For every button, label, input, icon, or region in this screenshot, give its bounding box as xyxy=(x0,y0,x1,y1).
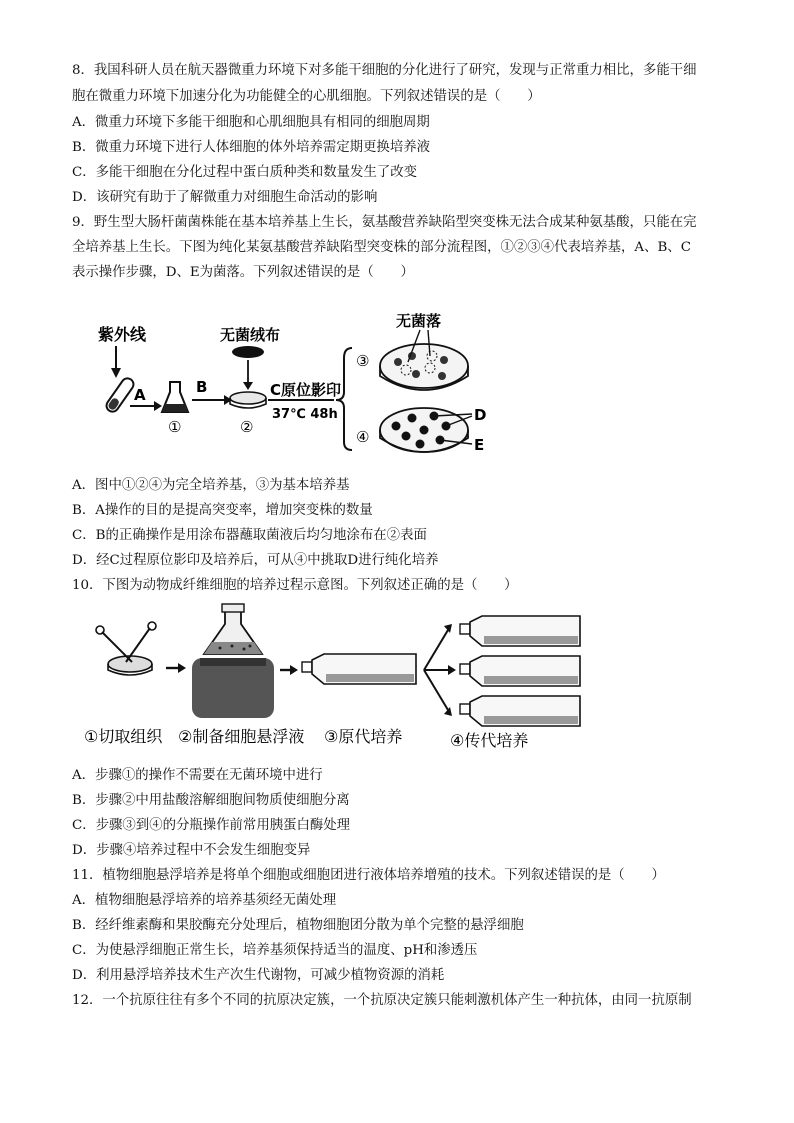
velvet-disc-icon xyxy=(232,346,264,358)
velvet-label: 无菌绒布 xyxy=(220,326,281,344)
q8-option-b: B．微重力环境下进行人体细胞的体外培养需定期更换培养液 xyxy=(72,140,430,155)
q10-option-a: A．步骤①的操作不需要在无菌环境中进行 xyxy=(72,768,323,783)
uv-label: 紫外线 xyxy=(98,325,147,344)
q10-option-b: B．步骤②中用盐酸溶解细胞间物质使细胞分离 xyxy=(72,793,350,808)
step-3-label: ③原代培养 xyxy=(324,727,403,746)
q9-stem-line2: 全培养基上生长。下图为纯化某氨基酸营养缺陷型突变株的部分流程图，①②③④代表培养基，A、B、C xyxy=(72,240,691,255)
suspension-flask-icon xyxy=(192,604,274,718)
q9-stem-line3: 表示操作步骤，D、E为菌落。下列叙述错误的是（ ） xyxy=(72,265,414,280)
q8-stem-line1: 8．我国科研人员在航天器微重力环境下对多能干细胞的分化进行了研究，发现与正常重力相比，多能干细 xyxy=(72,63,697,78)
q9-option-d: D．经C过程原位影印及培养后，可从④中挑取D进行纯化培养 xyxy=(72,553,439,568)
subculture-flask-3-icon xyxy=(460,696,580,726)
colony-e-label: E xyxy=(474,436,485,454)
q11-option-d: D．利用悬浮培养技术生产次生代谢物，可减少植物资源的消耗 xyxy=(72,968,445,983)
no-colony-label: 无菌落 xyxy=(396,312,442,330)
q11-option-b: B．经纤维素酶和果胶酶充分处理后，植物细胞团分散为单个完整的悬浮细胞 xyxy=(72,918,524,933)
q9-stem-line1: 9．野生型大肠杆菌菌株能在基本培养基上生长，氨基酸营养缺陷型突变株无法合成某种氨基酸，只能在完 xyxy=(72,215,697,230)
q12-stem-line1: 12．一个抗原往往有多个不同的抗原决定簇，一个抗原决定簇只能刺激机体产生一种抗体，由同一抗原制 xyxy=(72,993,692,1008)
q11-option-c: C．为使悬浮细胞正常生长，培养基须保持适当的温度、pH和渗透压 xyxy=(72,943,478,958)
q11-option-a: A．植物细胞悬浮培养的培养基须经无菌处理 xyxy=(72,893,337,908)
q8-option-a: A．微重力环境下多能干细胞和心肌细胞具有相同的细胞周期 xyxy=(72,115,430,130)
q10-option-d: D．步骤④培养过程中不会发生细胞变异 xyxy=(72,843,311,858)
condition-label: 37℃ 48h xyxy=(272,407,338,422)
q10-stem-line1: 10．下图为动物成纤维细胞的培养过程示意图。下列叙述正确的是（ ） xyxy=(72,578,518,593)
q8-option-d: D．该研究有助于了解微重力对细胞生命活动的影响 xyxy=(72,190,378,205)
colony-d-label: D xyxy=(474,406,487,424)
plate-3-icon xyxy=(380,344,468,390)
q9-option-b: B．A操作的目的是提高突变率，增加突变株的数量 xyxy=(72,503,373,518)
test-tube-icon xyxy=(104,376,136,414)
step-c-label: C原位影印 xyxy=(270,381,342,399)
step-b-label: B xyxy=(196,378,208,396)
q10-figure xyxy=(80,602,600,752)
tissue-dish-icon xyxy=(96,622,156,675)
q9-option-c: C．B的正确操作是用涂布器蘸取菌液后均匀地涂布在②表面 xyxy=(72,528,427,543)
medium-3-label: ③ xyxy=(356,352,370,370)
arrow-3-4b xyxy=(448,665,456,675)
plate-2-icon xyxy=(230,392,266,408)
branch-brace xyxy=(336,348,352,450)
primary-culture-flask-icon xyxy=(302,654,416,684)
q8-option-c: C．多能干细胞在分化过程中蛋白质种类和数量发生了改变 xyxy=(72,165,418,180)
step-1-label: ①切取组织 xyxy=(84,727,163,746)
q11-stem-line1: 11．植物细胞悬浮培养是将单个细胞或细胞团进行液体培养增殖的技术。下列叙述错误的是（ ） xyxy=(72,868,665,883)
q10-option-c: C．步骤③到④的分瓶操作前常用胰蛋白酶处理 xyxy=(72,818,351,833)
step-4-label: ④传代培养 xyxy=(450,731,529,750)
step-2-label: ②制备细胞悬浮液 xyxy=(178,727,305,746)
medium-1-label: ① xyxy=(168,418,182,436)
q9-option-a: A．图中①②④为完全培养基，③为基本培养基 xyxy=(72,478,350,493)
subculture-flask-2-icon xyxy=(460,656,580,686)
step-a-label: A xyxy=(134,386,146,404)
arrow-2-3 xyxy=(290,665,298,675)
arrow-1-2 xyxy=(178,663,186,673)
q9-figure xyxy=(90,300,490,460)
medium-2-label: ② xyxy=(240,418,254,436)
subculture-flask-1-icon xyxy=(460,616,580,646)
uv-arrowhead xyxy=(111,368,121,378)
medium-4-label: ④ xyxy=(356,428,370,446)
q8-stem-line2: 胞在微重力环境下加速分化为功能健全的心肌细胞。下列叙述错误的是（ ） xyxy=(72,89,541,104)
flask-1-icon xyxy=(162,382,188,412)
